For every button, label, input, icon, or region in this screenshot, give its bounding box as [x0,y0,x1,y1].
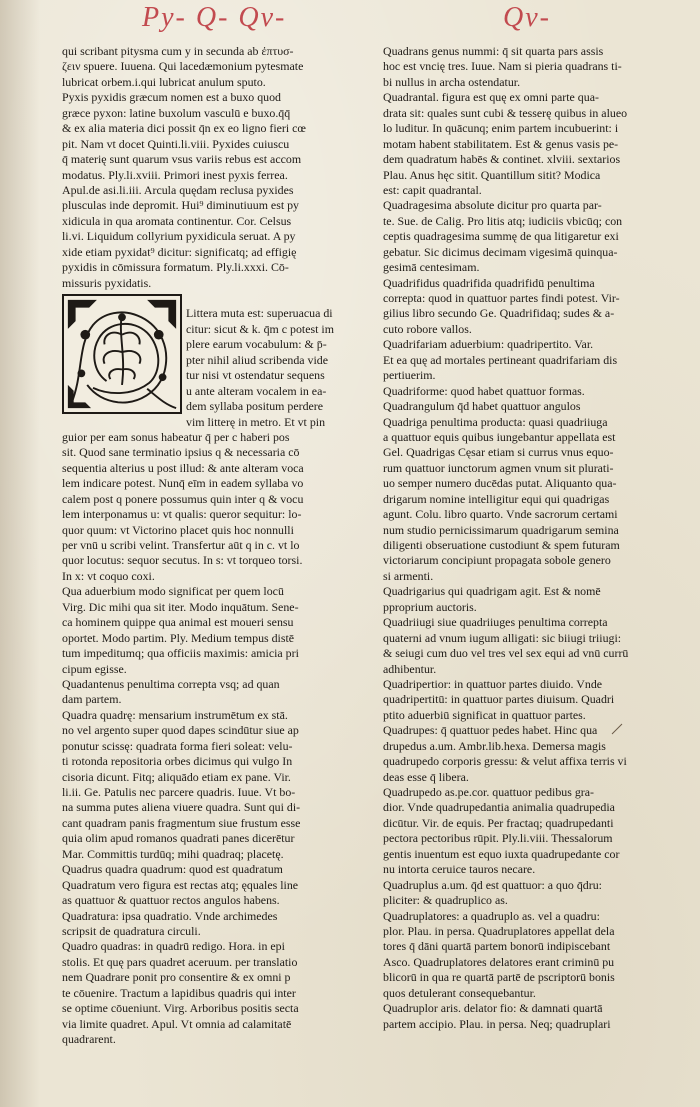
text-line: cisoria dicunt. Fitq; aliquādo etiam ex pane. Vir. [62,769,291,784]
text-line: pectora pectoribus rūpit. Ply.li.viii. Thessalorum [383,831,613,846]
text-line: Quadrantal. figura est quę ex omni parte qua- [383,90,599,105]
text-line: qui scribant pitysma cum y in secunda ab ἐπτυσ- [62,44,294,58]
text-line: ponutur scissę: quadrata forma fieri soleat: velu- [62,738,293,753]
text-line: est: capit quadrantal. [383,182,482,197]
text-line: stolis. Et quę pars quadret aceruum. per translatio [62,954,298,969]
text-line: deas esse q̄ libera. [383,769,469,784]
text-line: vim litterę in metro. Et vt pin [186,414,326,429]
text-line: na summa putes aliena viuere quadra. Sunt qui di- [62,800,301,815]
text-line: Quadrans genus nummi: q̄ sit quarta pars assis [383,44,604,58]
text-line: quadripertitū: in quattuor partes diuisum. Quadri [383,692,615,707]
text-line: dior. Vnde quadrupedantia animalia quadrupedia [383,800,615,815]
text-line: hoc est vncię tres. Iuue. Nam si pieria quadrans ti- [383,59,622,74]
text-line: blicorū in qua re quartā partē de pscriptorū bonis [383,970,615,985]
text-line: diligenti obseruatione custodiunt & spem futuram [383,538,620,552]
text-line: si armenti. [383,568,434,583]
text-line: pliciter: & quadruplico as. [383,893,508,908]
text-line: gesimā centesimam. [383,260,480,275]
text-line: plusculas inde depromit. Hui⁹ diminutiuum est py [62,198,299,213]
text-line: te. Sue. de Calig. Pro litis atq; iudiciis vbicūq; con [383,213,623,228]
text-line: missuris pyxidatis. [62,275,152,290]
text-line: Asco. Quadruplatores delatores erant criminū pu [383,954,615,969]
text-line: Pyxis pyxidis græcum nomen est a buxo quod [62,90,281,105]
running-head-left: Py- Q- Qv- [142,2,287,33]
text-line: q̄ materię sunt quarum vsus variis rebus est accom [62,152,302,167]
text-line: pproprium auctoris. [383,599,477,614]
text-line: per vnū u scribi velint. Transfertur aūt q in c. vt lo [62,538,300,552]
text-line: victoriarum concipiunt propagata sobole genero [383,553,611,568]
text-line: sit. Quod sane terminatio ipsius q & necessaria cō [62,445,300,460]
text-line: Quadruplor aris. delator fio: & damnati quartā [383,1001,603,1016]
text-line: ti rotonda repositoria orbes dicimus qui vulgo In [62,754,293,769]
text-line: num studio pernicissimarum quadrigarum semina [383,522,619,537]
text-line: ceptis quadragesima summę de qua litigaretur exi [383,229,619,244]
text-line: Quadriforme: quod habet quattuor formas. [383,383,585,398]
text-line: rum quattuor iunctorum agmen vnum sit plurati- [383,460,614,475]
text-line: ζειν spuere. Iuuena. Qui lacedæmonium pytesmate [62,59,304,74]
text-line: no vel argento super quod dapes scindūtur siue ap [62,723,299,738]
text-line: xidicula in qua aromata continentur. Cor. Celsus [62,213,292,228]
text-line: ptito aduerbiū significat in quattuor partes. [383,707,586,722]
text-line: uo semper numero ducēdas putat. Aliquanto qua- [383,476,617,491]
text-line: oportet. Modo partim. Ply. Medium tempus distē [62,630,295,645]
text-line: quor locutus: sequor secutus. In s: vt torqueo torsi. [62,553,303,568]
text-line: li.vi. Liquidum collyrium pyxidicula seruat. A py [62,229,296,244]
text-line: Quadra quadrę: mensarium instrumētum ex stā. [62,707,288,722]
text-line: pyxidis in cōmissura formatum. Ply.li.xxxi. Cō- [62,260,289,275]
spacer-line [62,291,362,306]
text-line: motam habent stabilitatem. Est & genus vasis pe- [383,136,619,151]
text-line: drata sit: quales sunt cubi & tesserę quibus in alueo [383,105,628,120]
text-line: quadrarent. [62,1032,116,1046]
text-line: Quadruplus a.um. q̄d est quattuor: a quo q̄dru: [383,877,602,892]
text-line: modatus. Ply.li.xviii. Primori inest pyxis ferrea. [62,167,288,182]
text-line: calem post q ponere possumus quin inter q & vocu [62,491,304,506]
text-line: Quadrupes: q̄ quattuor pedes habet. Hinc qua [383,723,598,738]
text-line: Quadro quadras: in quadrū redigo. Hora. in epi [62,939,285,954]
text-line: nem Quadrare ponit pro consentire & ex omni p [62,970,291,985]
running-head-right: Qv- [503,2,551,33]
text-line: quia olim apud romanos quadrati panes dicerētur [62,831,295,846]
text-line: Littera muta est: superuacua di [186,306,333,321]
text-line: via limite quadret. Apul. Vt omnia ad calamitatē [62,1016,292,1031]
text-line: Quadrigarius qui quadrigam agit. Est & nomē [383,584,601,599]
text-line: Apul.de asi.li.iii. Arcula quędam reclusa pyxides [62,182,294,197]
text-line: gentis inuentum est equo iuxta quadrupedante cor [383,846,620,861]
text-line: lem indicare potest. Nunq̄ eīm in eadem syllaba vo [62,476,304,491]
text-line: pit. Nam vt docet Quinti.li.viii. Pyxides cuiuscu [62,136,290,151]
text-line: sequentia alterius u post illud: & ante alteram voca [62,460,304,475]
text-line: & seiugi cum duo vel tres vel sex equi ad vnū currū [383,646,629,661]
text-line: Quadriga penultima producta: quasi quadriiuga [383,414,608,429]
text-line: scripsit de quadratura circuli. [62,923,201,938]
text-line: plor. Plau. in persa. Quadruplatores appellat dela [383,923,615,938]
text-line: Qua aduerbium modo significat per quem locū [62,584,284,599]
text-line: xide etiam pyxidat⁹ dicitur: significatq; ad effigię [62,244,297,259]
text-line: cant quadram panis fragmentum siue frustum esse [62,815,301,830]
text-line: tores q̄ dāni quartā partem bonorū indipiscebant [383,939,611,954]
text-line: tur nisi vt ostendatur sequens [186,368,325,383]
text-line: bi nullus in archa ostendatur. [383,74,521,89]
text-line: Plau. Anus hęc sitit. Quantillum sitit? Modica [383,167,601,182]
text-line: dem quadratum habēs & continet. xlviii. sextarios [383,152,621,167]
text-line: adhibentur. [383,661,437,676]
text-line: Quadriiugi siue quadriiuges penultima correpta [383,615,608,630]
text-line: Et ea quę ad mortales pertineant quadrifariam dis [383,352,618,367]
text-line: pertiuerim. [383,368,436,383]
text-line: cuto robore vallos. [383,321,472,336]
text-line: Quadragesima absolute dicitur pro quarta par- [383,198,602,213]
text-line: Quadrupedo as.pe.cor. quattuor pedibus gra- [383,785,594,799]
text-line: lo luditur. In quācunq; enim partem incubuerint: i [383,121,619,136]
text-line: Quadantenus penultima correpta vsq; ad quan [62,676,280,691]
text-line: In x: vt coquo coxi. [62,568,155,583]
ink-stroke-mark [610,722,624,736]
text-line: a quattuor equis quibus iungebantur appellata est [383,429,616,444]
text-line: Quadrus quadra quadrum: quod est quadratum [62,862,283,877]
text-line: agunt. Colu. libro quarto. Vnde sacrorum certami [383,507,618,522]
text-line: Quadrangulum q̄d habet quattuor angulos [383,399,581,414]
text-line: te cōuenire. Tractum a lapidibus quadris qui inter [62,985,296,1000]
text-line: & ex alia materia dici possit q̄n ex eo ligno fieri cœ [62,121,307,136]
text-line: dicūtur. Vir. de equis. Per fractaq; quadrupedanti [383,815,614,830]
text-line: quaterni ad vnum iugum alligati: sic biiugi triiugi: [383,630,622,645]
text-line: partem accipio. Plau. in persa. Neq; quadruplari [383,1016,611,1031]
text-line: quadrupedo corporis gressu: & velut affixa terris vi [383,754,627,769]
text-line: li.ii. Ge. Patulis nec parcere quadris. Iuue. Vt bo- [62,785,296,799]
right-column [383,44,690,1032]
text-line: pter nihil aliud scribenda vide [186,352,328,367]
text-line: Gel. Quadrigas Cęsar etiam si currus vnus equo- [383,445,614,460]
left-column [62,44,362,1047]
text-line: Quadripertior: in quattuor partes diuido. Vnde [383,676,603,691]
text-line: citur: sicut & k. q̄m c potest im [186,321,334,336]
text-line: ca hominem quippe qua animal est moueri sensu [62,615,294,630]
text-line: gilius libro secundo Ge. Quadrifidaq; sudes & a- [383,306,615,321]
text-line: cipum egisse. [62,661,127,676]
text-line: se optime cōueniunt. Virg. Arboribus positis secta [62,1001,299,1016]
text-line: nu intorta ceruice tauros necare. [383,862,536,877]
text-line: Quadratum vero figura est rectas atq; ęquales line [62,877,299,892]
text-line: correpta: quod in quattuor partes findi potest. Vir- [383,291,620,305]
text-line: Quadruplatores: a quadruplo as. vel a quadru: [383,908,600,923]
text-line: quor quum: vt Victorino placet quis hoc nonnulli [62,522,294,537]
text-line: plere earum vocabulum: & p̄- [186,337,327,352]
text-line: Quadratura: ipsa quadratio. Vnde archimedes [62,908,278,923]
text-line: dem syllaba positum perdere [186,399,324,414]
text-line: u ante alteram vocalem in ea- [186,383,327,398]
text-line: lubricat orbem.i.qui lubricat anulum sputo. [62,74,266,89]
text-line: Quadrifidus quadrifida quadrifidū penultima [383,275,595,290]
text-line: dam partem. [62,692,122,707]
binding-gutter-shadow [0,0,40,1107]
text-line: quos detulerant consequebantur. [383,985,536,1000]
text-line: Mar. Committis turdūq; mihi quadraq; placetę. [62,846,284,861]
text-line: lem interponamus u: vt qualis: queror sequitur: lo- [62,507,302,522]
text-line: drupedus a.um. Ambr.lib.hexa. Demersa magis [383,738,606,753]
text-line: drigarum nomine intelligitur equi qui quadrigas [383,491,610,506]
text-line: gebatur. Sic dicimus decimam vigesimā quinqua- [383,244,618,259]
text-line: guior per eam sonus habeatur q̄ per c haberi pos [62,429,290,444]
text-line: græce pyxon: latine buxolum vasculū e buxo.q̄q̄ [62,105,291,120]
text-line: as quattuor & quattuor rectos angulos habens. [62,893,280,908]
text-line: tum impeditumq; qua officiis maximis: amicia pri [62,646,299,661]
text-line: Quadrifariam aduerbium: quadripertito. Var. [383,337,594,352]
text-line: Virg. Dic mihi qua sit iter. Modo inquātum. Sene- [62,599,299,614]
